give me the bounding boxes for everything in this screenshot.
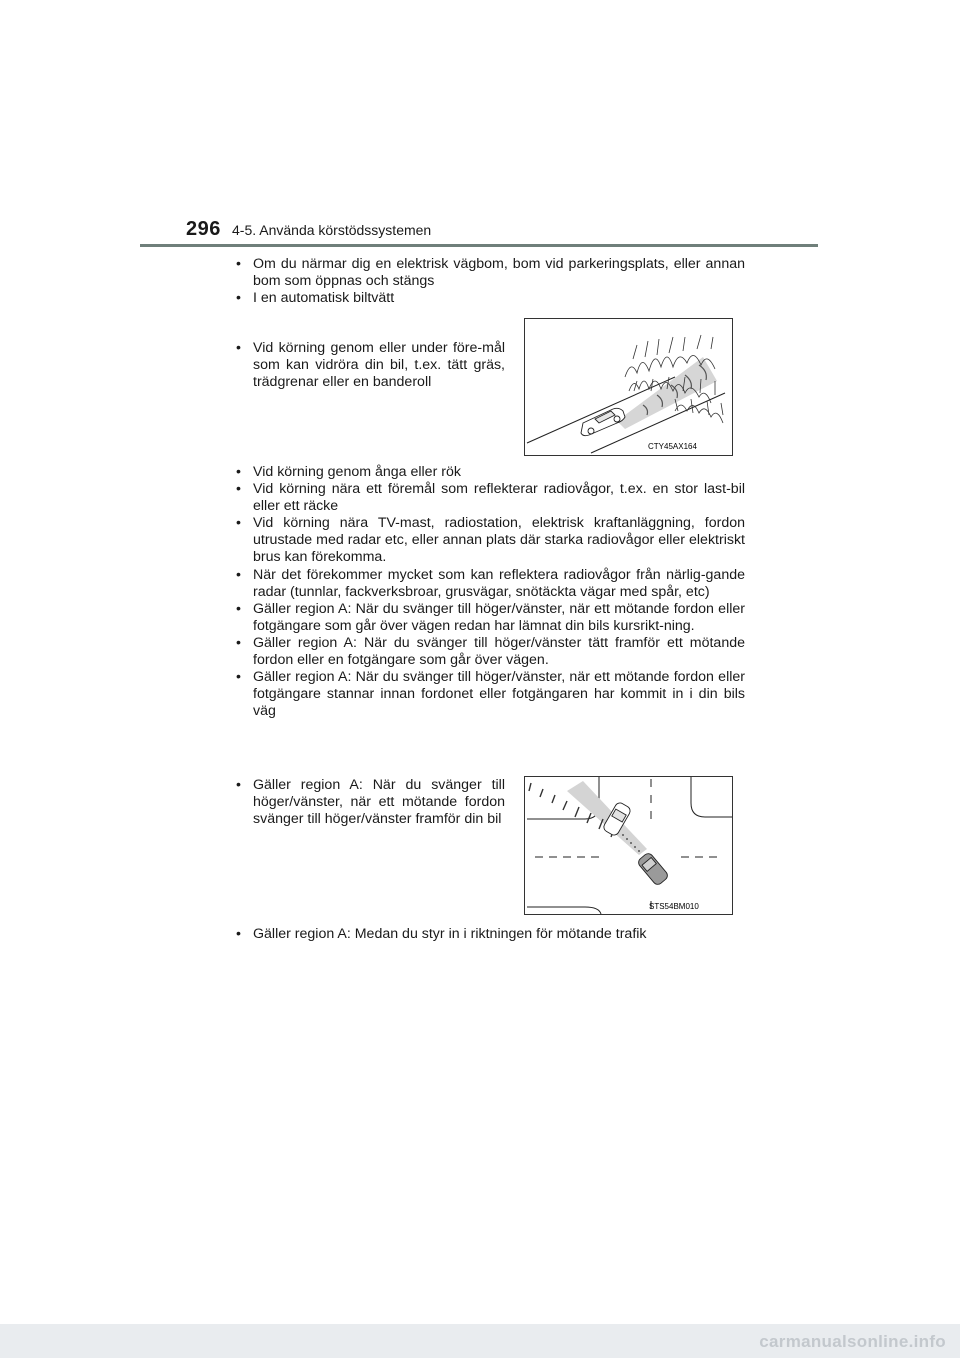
watermark-text[interactable]: carmanualsonline.info <box>759 1332 946 1351</box>
page-number: 296 <box>186 218 221 240</box>
foliage-illustration <box>524 318 733 456</box>
list-item: • Gäller region A: Medan du styr in i riktningen för mötande trafik <box>233 926 745 943</box>
list-item: • Gäller region A: När du svänger till höger/vänster, när ett mötande fordon eller fotgängare stannar innan fordonet eller fotgängaren har kommit in i din bils väg <box>233 669 745 720</box>
figure-code: CTY45AX164 <box>648 442 697 451</box>
list-item: • Gäller region A: När du svänger till höger/vänster, när ett mötande fordon svänger till höger/vänster framför din bil <box>233 777 505 828</box>
list-item: • Gäller region A: När du svänger till höger/vänster tätt framför ett mötande fordon eller en fotgängare som går över vägen. <box>233 635 745 669</box>
foliage-road-drawing <box>525 319 732 455</box>
watermark-bar <box>0 1324 960 1358</box>
list-item: • Vid körning genom ånga eller rök <box>233 464 745 481</box>
bullet-list-top <box>233 256 745 307</box>
intersection-drawing <box>525 777 732 914</box>
list-item: • I en automatisk biltvätt <box>233 290 745 307</box>
list-item: • När det förekommer mycket som kan reflektera radiovågor från närlig-gande radar (tunnlar, fackverksbroar, grusvägar, snötäckta vägar med spår, etc) <box>233 567 745 601</box>
list-item: • Vid körning genom eller under före-mål som kan vidröra din bil, t.ex. tätt gräs, trädgrenar eller en banderoll <box>233 340 505 391</box>
bullet-list-foliage <box>233 340 505 391</box>
bullet-list-conditions <box>233 464 745 720</box>
intersection-illustration <box>524 776 733 915</box>
header-rule <box>140 244 818 247</box>
list-item: • Vid körning nära ett föremål som reflekterar radiovågor, t.ex. en stor last-bil eller ett räcke <box>233 481 745 515</box>
list-item: • Om du närmar dig en elektrisk vägbom, bom vid parkeringsplats, eller annan bom som öppnas och stängs <box>233 256 745 290</box>
list-item: • Vid körning nära TV-mast, radiostation, elektrisk kraftanläggning, fordon utrustade med radar etc, eller annan plats där starka radiovågor eller elektriskt brus kan förekomma. <box>233 515 745 566</box>
figure-code: STS54BM010 <box>649 902 699 911</box>
bullet-list-turning <box>233 777 505 828</box>
section-title: 4-5. Använda körstödssystemen <box>232 222 432 238</box>
list-item: • Gäller region A: När du svänger till höger/vänster, när ett mötande fordon eller fotgängare som går över vägen redan har lämnat din bils kursrikt-ning. <box>233 601 745 635</box>
bullet-list-steering <box>233 926 745 943</box>
